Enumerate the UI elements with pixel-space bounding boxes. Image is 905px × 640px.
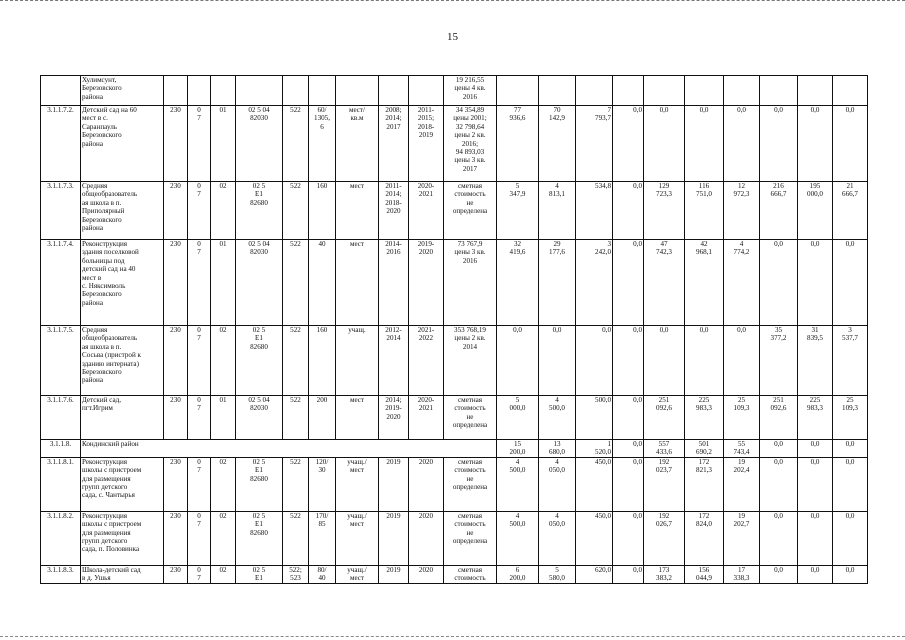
amount-cell: 216 666,7: [760, 182, 798, 240]
table-cell: 522: [283, 106, 309, 182]
table-row: [41, 565, 868, 583]
row-code: [41, 76, 81, 106]
amount-cell: 0,0: [798, 440, 833, 458]
table-cell: [336, 76, 379, 106]
table-cell: 01: [211, 106, 236, 182]
amount-cell: 0,0: [539, 326, 576, 396]
table-cell: 02: [211, 511, 236, 565]
row-code: 3.1.1.8.: [41, 440, 81, 458]
row-code: 3.1.1.7.3.: [41, 182, 81, 240]
amount-cell: 0,0: [724, 106, 760, 182]
amount-cell: [644, 76, 685, 106]
table-cell: 2019: [379, 565, 409, 583]
amount-cell: 0,0: [798, 457, 833, 511]
table-cell: 522: [283, 240, 309, 326]
amount-cell: 129 723,3: [644, 182, 685, 240]
table-cell: 01: [211, 396, 236, 440]
row-code: 3.1.1.7.5.: [41, 326, 81, 396]
object-name: Средняя общеобразователь ая школа в п. Приполярный Березовского района: [81, 182, 164, 240]
object-name: Реконструкция здания поселковой больницы под детский сад на 40 мест в с. Няксимволь Березовского района: [81, 240, 164, 326]
row-code: 3.1.1.8.3.: [41, 565, 81, 583]
amount-cell: 4 050,0: [539, 511, 576, 565]
table-cell: [164, 76, 188, 106]
amount-cell: 172 821,3: [685, 457, 724, 511]
amount-cell: 0,0: [798, 106, 833, 182]
table-cell: [188, 76, 211, 106]
amount-cell: 225 983,3: [685, 396, 724, 440]
top-scan-border: [0, 0, 905, 4]
amount-cell: 0,0: [798, 240, 833, 326]
amount-cell: [539, 76, 576, 106]
amount-cell: 4 500,0: [497, 457, 539, 511]
amount-cell: 534,8: [576, 182, 613, 240]
table-cell: 02 5 04 82030: [236, 106, 283, 182]
amount-cell: 0,0: [613, 326, 644, 396]
amount-cell: 0,0: [833, 565, 868, 583]
table-cell: 522: [283, 182, 309, 240]
table-cell: 0 7: [188, 457, 211, 511]
table-cell: 40: [309, 240, 336, 326]
amount-cell: 15 200,0: [497, 440, 539, 458]
table-cell: [409, 76, 444, 106]
object-name: Реконструкция школы с пристроем для размещения групп детского сада, п. Половинка: [81, 511, 164, 565]
table-cell: 2014- 2016: [379, 240, 409, 326]
amount-cell: 501 690,2: [685, 440, 724, 458]
amount-cell: 6 200,0: [497, 565, 539, 583]
table-row: [41, 182, 868, 240]
table-cell: 2014; 2019- 2020: [379, 396, 409, 440]
table-cell: 0 7: [188, 511, 211, 565]
table-cell: 01: [211, 240, 236, 326]
amount-cell: 0,0: [685, 326, 724, 396]
table-cell: 0 7: [188, 565, 211, 583]
table-cell: 02 5 Е1 82680: [236, 457, 283, 511]
table-row: [41, 106, 868, 182]
amount-cell: 4 050,0: [539, 457, 576, 511]
table-cell: 02 5 04 82030: [236, 240, 283, 326]
amount-cell: 3 242,0: [576, 240, 613, 326]
amount-cell: 25 109,3: [724, 396, 760, 440]
amount-cell: 32 419,6: [497, 240, 539, 326]
amount-cell: 0,0: [613, 457, 644, 511]
table-cell: учащ./ мест: [336, 565, 379, 583]
amount-cell: 0,0: [833, 440, 868, 458]
amount-cell: 0,0: [833, 511, 868, 565]
table-cell: мест: [336, 396, 379, 440]
table-cell: 60/ 1305, 6: [309, 106, 336, 182]
table-cell: 522: [283, 396, 309, 440]
amount-cell: 0,0: [613, 440, 644, 458]
table-cell: 230: [164, 326, 188, 396]
table-cell: 230: [164, 106, 188, 182]
amount-cell: 0,0: [833, 106, 868, 182]
table-cell: 522: [283, 326, 309, 396]
amount-cell: 0,0: [760, 457, 798, 511]
amount-cell: 4 774,2: [724, 240, 760, 326]
table-cell: 2012- 2014: [379, 326, 409, 396]
object-name: Школа-детский сад в д. Ушья: [81, 565, 164, 583]
row-code: 3.1.1.7.4.: [41, 240, 81, 326]
table-cell: 0 7: [188, 182, 211, 240]
table-cell: 230: [164, 240, 188, 326]
amount-cell: 195 000,0: [798, 182, 833, 240]
estimated-cost: сметная стоимость не определена: [444, 182, 497, 240]
amount-cell: 3 537,7: [833, 326, 868, 396]
amount-cell: 4 500,0: [539, 396, 576, 440]
table-row: [41, 326, 868, 396]
table-cell: 02 5 Е1 82680: [236, 182, 283, 240]
amount-cell: 500,0: [576, 396, 613, 440]
table-cell: 2019: [379, 511, 409, 565]
amount-cell: 0,0: [798, 511, 833, 565]
estimated-cost: 34 354,89 цены 2001; 32 798,64 цены 2 кв. 2016; 94 893,03 цены 3 кв. 2017: [444, 106, 497, 182]
amount-cell: 0,0: [613, 182, 644, 240]
table-cell: 2020: [409, 511, 444, 565]
amount-cell: 70 142,9: [539, 106, 576, 182]
table-cell: 2011- 2015; 2018- 2019: [409, 106, 444, 182]
object-name: Детский сад на 60 мест в с. Саранпауль Березовского района: [81, 106, 164, 182]
table-cell: учащ./ мест: [336, 511, 379, 565]
amount-cell: 251 092,6: [644, 396, 685, 440]
table-cell: 170/ 85: [309, 511, 336, 565]
table-cell: [379, 76, 409, 106]
table-cell: 0 7: [188, 326, 211, 396]
row-code: 3.1.1.7.6.: [41, 396, 81, 440]
table-cell: 0 7: [188, 396, 211, 440]
table-cell: [283, 76, 309, 106]
table-cell: 2011- 2014; 2018- 2020: [379, 182, 409, 240]
table-cell: [309, 76, 336, 106]
amount-cell: 47 742,3: [644, 240, 685, 326]
amount-cell: [724, 76, 760, 106]
table-cell: 2021- 2022: [409, 326, 444, 396]
table-cell: мест: [336, 240, 379, 326]
amount-cell: [613, 76, 644, 106]
table-cell: мест/ кв.м: [336, 106, 379, 182]
table-row: [41, 457, 868, 511]
object-name: Детский сад, пгт.Игрим: [81, 396, 164, 440]
amount-cell: 156 044,9: [685, 565, 724, 583]
table-cell: мест: [336, 182, 379, 240]
amount-cell: 1 520,0: [576, 440, 613, 458]
table-cell: 200: [309, 396, 336, 440]
table-cell: [236, 76, 283, 106]
table-cell: 02: [211, 326, 236, 396]
amount-cell: 35 377,2: [760, 326, 798, 396]
table-cell: 522: [283, 511, 309, 565]
amount-cell: 5 580,0: [539, 565, 576, 583]
amount-cell: 173 383,2: [644, 565, 685, 583]
amount-cell: 116 751,0: [685, 182, 724, 240]
table-cell: 522: [283, 457, 309, 511]
estimated-cost: сметная стоимость не определена: [444, 396, 497, 440]
amount-cell: 77 936,6: [497, 106, 539, 182]
amount-cell: 0,0: [685, 106, 724, 182]
table-cell: 02: [211, 457, 236, 511]
estimated-cost: сметная стоимость не определена: [444, 457, 497, 511]
amount-cell: [833, 76, 868, 106]
table-cell: 230: [164, 511, 188, 565]
amount-cell: 192 023,7: [644, 457, 685, 511]
amount-cell: 0,0: [798, 565, 833, 583]
amount-cell: 19 202,7: [724, 511, 760, 565]
table-cell: 2020: [409, 565, 444, 583]
amount-cell: 0,0: [833, 240, 868, 326]
table-row: [41, 76, 868, 106]
amount-cell: 0,0: [760, 240, 798, 326]
amount-cell: 0,0: [644, 326, 685, 396]
bottom-scan-border: [0, 636, 905, 640]
table-cell: 02 5 Е1 82680: [236, 326, 283, 396]
table-cell: 80/ 40: [309, 565, 336, 583]
estimated-cost: сметная стоимость: [444, 565, 497, 583]
table-cell: [211, 76, 236, 106]
table-cell: 02: [211, 565, 236, 583]
table-cell: 02 5 Е1: [236, 565, 283, 583]
table-row: [41, 511, 868, 565]
table-cell: 2020- 2021: [409, 182, 444, 240]
table-cell: 2019- 2020: [409, 240, 444, 326]
estimated-cost: 19 216,55 цены 4 кв. 2016: [444, 76, 497, 106]
amount-cell: [760, 76, 798, 106]
amount-cell: 0,0: [613, 106, 644, 182]
amount-cell: 21 666,7: [833, 182, 868, 240]
amount-cell: 0,0: [760, 565, 798, 583]
table-cell: 522; 523: [283, 565, 309, 583]
investment-table: [40, 75, 868, 584]
table-cell: 0 7: [188, 240, 211, 326]
table-cell: 160: [309, 326, 336, 396]
amount-cell: 0,0: [724, 326, 760, 396]
table-row: [41, 240, 868, 326]
amount-cell: 55 743,4: [724, 440, 760, 458]
table-cell: 230: [164, 457, 188, 511]
row-code: 3.1.1.8.1.: [41, 457, 81, 511]
table-cell: 2020- 2021: [409, 396, 444, 440]
amount-cell: [798, 76, 833, 106]
amount-cell: 0,0: [760, 106, 798, 182]
amount-cell: 5 000,0: [497, 396, 539, 440]
district-name: Кондинский район: [81, 440, 497, 458]
table-cell: 02: [211, 182, 236, 240]
estimated-cost: 353 768,19 цены 2 кв. 2014: [444, 326, 497, 396]
table-cell: 120/ 30: [309, 457, 336, 511]
estimated-cost: сметная стоимость не определена: [444, 511, 497, 565]
table-cell: 230: [164, 182, 188, 240]
amount-cell: 0,0: [760, 511, 798, 565]
amount-cell: 450,0: [576, 457, 613, 511]
district-row: [41, 440, 868, 458]
amount-cell: 251 092,6: [760, 396, 798, 440]
amount-cell: [685, 76, 724, 106]
amount-cell: 192 026,7: [644, 511, 685, 565]
row-code: 3.1.1.7.2.: [41, 106, 81, 182]
table-cell: 2008; 2014; 2017: [379, 106, 409, 182]
amount-cell: 0,0: [497, 326, 539, 396]
amount-cell: 0,0: [760, 440, 798, 458]
table-cell: учащ.: [336, 326, 379, 396]
table-cell: 2020: [409, 457, 444, 511]
table-cell: 160: [309, 182, 336, 240]
amount-cell: 450,0: [576, 511, 613, 565]
estimated-cost: 73 767,9 цены 3 кв. 2016: [444, 240, 497, 326]
amount-cell: 0,0: [613, 396, 644, 440]
amount-cell: 0,0: [613, 511, 644, 565]
row-code: 3.1.1.8.2.: [41, 511, 81, 565]
table-row: [41, 396, 868, 440]
amount-cell: 0,0: [644, 106, 685, 182]
amount-cell: 13 680,0: [539, 440, 576, 458]
amount-cell: 19 202,4: [724, 457, 760, 511]
amount-cell: 4 500,0: [497, 511, 539, 565]
amount-cell: 0,0: [576, 326, 613, 396]
table-cell: учащ./ мест: [336, 457, 379, 511]
object-name: Хулимсунт, Березовского района: [81, 76, 164, 106]
table-body: [41, 76, 868, 584]
table-cell: 230: [164, 565, 188, 583]
page-number: 15: [447, 31, 458, 43]
object-name: Реконструкция школы с пристроем для размещения групп детского сада, с. Чантырья: [81, 457, 164, 511]
amount-cell: 557 433,6: [644, 440, 685, 458]
amount-cell: 12 972,3: [724, 182, 760, 240]
amount-cell: 0,0: [613, 240, 644, 326]
amount-cell: 7 793,7: [576, 106, 613, 182]
amount-cell: 0,0: [613, 565, 644, 583]
table-cell: 0 7: [188, 106, 211, 182]
amount-cell: 31 839,5: [798, 326, 833, 396]
amount-cell: 17 338,3: [724, 565, 760, 583]
amount-cell: 42 968,1: [685, 240, 724, 326]
amount-cell: 25 109,3: [833, 396, 868, 440]
amount-cell: 5 347,9: [497, 182, 539, 240]
amount-cell: 29 177,6: [539, 240, 576, 326]
table-cell: 02 5 04 82030: [236, 396, 283, 440]
amount-cell: 620,0: [576, 565, 613, 583]
amount-cell: 172 824,0: [685, 511, 724, 565]
amount-cell: 4 813,1: [539, 182, 576, 240]
table-cell: 2019: [379, 457, 409, 511]
amount-cell: 0,0: [833, 457, 868, 511]
amount-cell: 225 983,3: [798, 396, 833, 440]
amount-cell: [497, 76, 539, 106]
object-name: Средняя общеобразователь ая школа в п. Сосьва (пристрой к зданию интерната) Березовского района: [81, 326, 164, 396]
table-cell: 230: [164, 396, 188, 440]
amount-cell: [576, 76, 613, 106]
table-cell: 02 5 Е1 82680: [236, 511, 283, 565]
